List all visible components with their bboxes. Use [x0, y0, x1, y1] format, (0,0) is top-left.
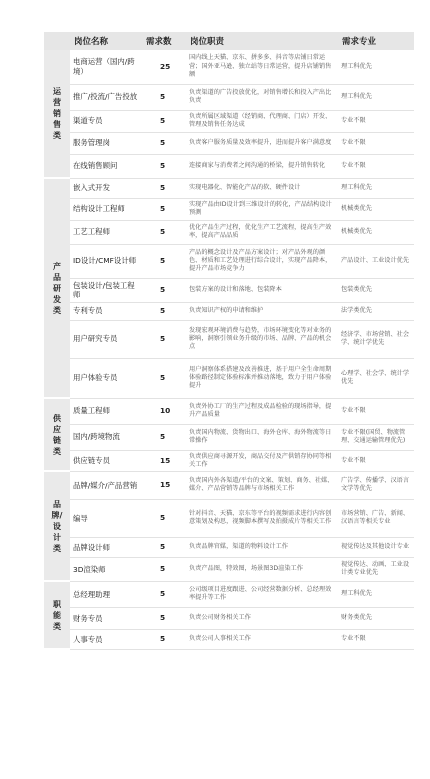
major-cell: 视觉传达、动画、工业设计类专业优先 — [338, 557, 414, 581]
position-cell: 财务专员 — [70, 607, 142, 629]
table-row — [44, 198, 414, 220]
duty-cell: 负责知识产权的申请和维护 — [186, 302, 338, 320]
table-row — [44, 132, 414, 154]
major-cell: 理工科优先 — [338, 50, 414, 84]
table-row — [44, 244, 414, 278]
position-cell: 编导 — [70, 499, 142, 537]
duty-cell: 针对抖音、天猫、京东等平台的视频需求进行内容创意策划及构思，视频脚本撰写及拍摄成片等相关工作 — [186, 499, 338, 537]
count-cell: 5 — [142, 110, 186, 132]
count-cell: 5 — [142, 499, 186, 537]
duty-cell: 负责供应商寻源开发，商品交付及产供销存协同等相关工作 — [186, 450, 338, 471]
count-cell: 5 — [142, 537, 186, 557]
major-cell: 专业不限 — [338, 398, 414, 424]
table-row — [44, 450, 414, 471]
duty-cell: 负责客户服务质量及效率提升，进而提升客户满意度 — [186, 132, 338, 154]
major-cell: 机械类优先 — [338, 220, 414, 244]
header-duty: 岗位职责 — [186, 32, 338, 50]
table-row — [44, 110, 414, 132]
category-cell — [44, 581, 70, 649]
position-cell: 国内/跨境物流 — [70, 424, 142, 450]
count-cell: 5 — [142, 320, 186, 358]
count-cell: 15 — [142, 450, 186, 471]
count-cell: 5 — [142, 607, 186, 629]
table-row — [44, 220, 414, 244]
count-cell: 5 — [142, 629, 186, 649]
count-cell: 10 — [142, 398, 186, 424]
count-cell: 5 — [142, 581, 186, 607]
count-cell: 5 — [142, 84, 186, 110]
category-cell — [44, 471, 70, 581]
position-cell: 包装设计/包装工程师 — [70, 278, 142, 302]
recruitment-table — [44, 32, 414, 650]
header-position: 岗位名称 — [70, 32, 142, 50]
table-row — [44, 50, 414, 84]
duty-cell: 国内线上天猫、京东、拼多多、抖音等店铺日常运营；国外亚马逊、独立站等日常运营，提升店铺销售额 — [186, 50, 338, 84]
duty-cell: 连接商家与消费者之间沟通的桥梁，提升销售转化 — [186, 154, 338, 178]
duty-cell: 负责国内外各渠道/平台的文案、策划、商务、社媒、媒介、产品营销等品牌与市场相关工作 — [186, 471, 338, 499]
table-row — [44, 557, 414, 581]
major-cell: 专业不限 — [338, 132, 414, 154]
count-cell: 5 — [142, 220, 186, 244]
table-row — [44, 154, 414, 178]
table-row — [44, 629, 414, 649]
major-cell: 机械类优先 — [338, 198, 414, 220]
major-cell: 财务类优先 — [338, 607, 414, 629]
position-cell: 嵌入式开发 — [70, 178, 142, 198]
position-cell: 3D渲染师 — [70, 557, 142, 581]
position-cell: 推广/投流/广告投放 — [70, 84, 142, 110]
position-cell: 渠道专员 — [70, 110, 142, 132]
table-body — [44, 50, 414, 649]
header-row — [44, 32, 414, 50]
position-cell: 在线销售顾问 — [70, 154, 142, 178]
category-cell — [44, 398, 70, 471]
header-major: 需求专业 — [338, 32, 414, 50]
table-row — [44, 499, 414, 537]
category-label: 职能类 — [53, 599, 61, 631]
duty-cell: 负责渠道的广告投放优化，对销售增长和投入产出比负责 — [186, 84, 338, 110]
duty-cell: 用户洞察体系搭建及改善推进，基于用户全生命周期体验路径制定体验标准并推动落地，致力于用户体验提升 — [186, 358, 338, 398]
table-row — [44, 398, 414, 424]
position-cell: 质量工程师 — [70, 398, 142, 424]
category-label: 供应链类 — [53, 413, 61, 456]
duty-cell: 负责公司人事相关工作 — [186, 629, 338, 649]
category-cell — [44, 50, 70, 178]
table-row — [44, 424, 414, 450]
header-count: 需求数 — [142, 32, 186, 50]
duty-cell: 包装方案的设计和落地、包装降本 — [186, 278, 338, 302]
major-cell: 理工科优先 — [338, 84, 414, 110]
major-cell: 专业不限 — [338, 450, 414, 471]
category-label: 运营销售类 — [53, 87, 61, 140]
count-cell: 5 — [142, 358, 186, 398]
duty-cell: 负责公司财务相关工作 — [186, 607, 338, 629]
duty-cell: 负责产品图，特效图，场景图3D渲染工作 — [186, 557, 338, 581]
duty-cell: 实现产品由ID设计到三维设计的转化，产品结构设计预测 — [186, 198, 338, 220]
major-cell: 理工科优先 — [338, 581, 414, 607]
count-cell: 5 — [142, 132, 186, 154]
table-row — [44, 471, 414, 499]
position-cell: 服务管理岗 — [70, 132, 142, 154]
table-row — [44, 178, 414, 198]
position-cell: 人事专员 — [70, 629, 142, 649]
count-cell: 25 — [142, 50, 186, 84]
table-row — [44, 581, 414, 607]
table-row — [44, 358, 414, 398]
table-row — [44, 320, 414, 358]
major-cell: 专业不限 — [338, 110, 414, 132]
position-cell: 用户研究专员 — [70, 320, 142, 358]
major-cell: 市场营销、广告、新闻、汉语言等相关专业 — [338, 499, 414, 537]
position-cell: 品牌设计师 — [70, 537, 142, 557]
table-row — [44, 84, 414, 110]
position-cell: 总经理助理 — [70, 581, 142, 607]
count-cell: 5 — [142, 557, 186, 581]
duty-cell: 实现电器化、智能化产品的软、硬件设计 — [186, 178, 338, 198]
major-cell: 理工科优先 — [338, 178, 414, 198]
major-cell: 法学类优先 — [338, 302, 414, 320]
table-row — [44, 278, 414, 302]
count-cell: 5 — [142, 198, 186, 220]
category-label: 品牌/设计类 — [51, 499, 63, 553]
duty-cell: 负责品牌官媒，渠道的物料设计工作 — [186, 537, 338, 557]
count-cell: 5 — [142, 154, 186, 178]
position-cell: 品牌/媒介/产品营销 — [70, 471, 142, 499]
table-row — [44, 537, 414, 557]
count-cell: 5 — [142, 244, 186, 278]
major-cell: 专业不限 — [338, 154, 414, 178]
duty-cell: 发现宏观环境消费与趋势，市场环境变化等对业务的影响，洞察引领业务升级的市场、品牌、产品的机会点 — [186, 320, 338, 358]
position-cell: 用户体验专员 — [70, 358, 142, 398]
major-cell: 专业不限 — [338, 629, 414, 649]
table-row — [44, 302, 414, 320]
count-cell: 5 — [142, 278, 186, 302]
header-category — [44, 32, 70, 50]
major-cell: 经济学、市场营销、社会学、统计学优先 — [338, 320, 414, 358]
count-cell: 15 — [142, 471, 186, 499]
position-cell: 结构设计工程师 — [70, 198, 142, 220]
count-cell: 5 — [142, 178, 186, 198]
major-cell: 专业不限(国贸、物流管理、交通运输管理优先) — [338, 424, 414, 450]
position-cell: 工艺工程师 — [70, 220, 142, 244]
count-cell: 5 — [142, 302, 186, 320]
category-label: 产品研发类 — [53, 261, 61, 315]
duty-cell: 公司级项目进度跟进、公司经营数据分析、总经理效率提升等工作 — [186, 581, 338, 607]
category-cell — [44, 178, 70, 398]
major-cell: 产品设计、工业设计优先 — [338, 244, 414, 278]
duty-cell: 产品的概念设计及产品方案设计；对产品外观的颜色、材质和工艺处理进行综合设计，实现产品降本，提升产品市场竞争力 — [186, 244, 338, 278]
duty-cell: 负责国内物流、货物出口、海外仓库、海外物流等日常操作 — [186, 424, 338, 450]
duty-cell: 负责外协工厂的生产过程及成品检验的现场指导，提升产品质量 — [186, 398, 338, 424]
duty-cell: 优化产品生产过程，优化生产工艺流程，提高生产效率，提高产品品质 — [186, 220, 338, 244]
major-cell: 包装类优先 — [338, 278, 414, 302]
position-cell: 供应链专员 — [70, 450, 142, 471]
major-cell: 广告学、传播学、汉语言文学等优先 — [338, 471, 414, 499]
table-row — [44, 607, 414, 629]
position-cell: ID设计/CMF设计师 — [70, 244, 142, 278]
count-cell: 5 — [142, 424, 186, 450]
duty-cell: 负责所属区域渠道（经销商、代理商、门店）开发、管理及销售任务达成 — [186, 110, 338, 132]
major-cell: 心理学、社会学、统计学优先 — [338, 358, 414, 398]
position-cell: 电商运营（国内/跨境） — [70, 50, 142, 84]
position-cell: 专利专员 — [70, 302, 142, 320]
major-cell: 视觉传达及其他设计专业 — [338, 537, 414, 557]
